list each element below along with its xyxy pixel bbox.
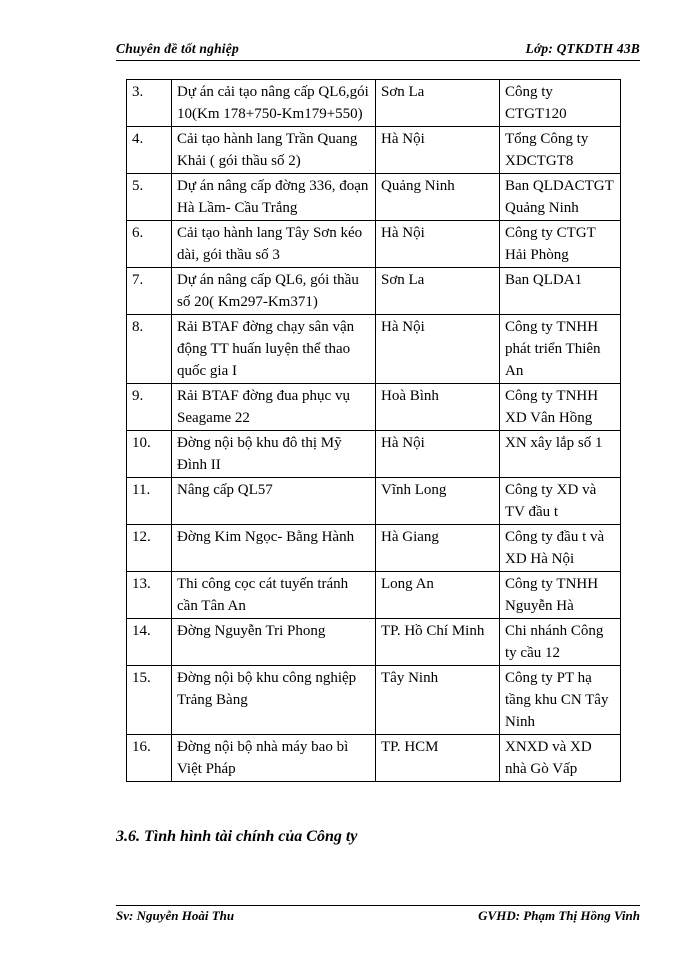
row-number: 10. — [127, 431, 172, 478]
projects-table — [126, 79, 621, 782]
project-owner: Ban QLDA1 — [500, 268, 621, 315]
project-location: Quảng Ninh — [376, 174, 500, 221]
project-location: Hà Nội — [376, 315, 500, 384]
project-owner: XN xây lắp số 1 — [500, 431, 621, 478]
project-owner: Công ty TNHH Nguyễn Hà — [500, 572, 621, 619]
project-location: Sơn La — [376, 268, 500, 315]
project-owner: Công ty đầu t và XD Hà Nội — [500, 525, 621, 572]
project-name: Thi công cọc cát tuyến tránh cần Tân An — [172, 572, 376, 619]
project-owner: Công ty CTGT Hải Phòng — [500, 221, 621, 268]
table-row — [127, 619, 621, 666]
project-name: Cải tạo hành lang Trần Quang Khải ( gói thầu số 2) — [172, 127, 376, 174]
project-owner: Công ty TNHH phát triển Thiên An — [500, 315, 621, 384]
table-row — [127, 80, 621, 127]
page-footer — [116, 905, 640, 923]
project-owner: Tổng Công ty XDCTGT8 — [500, 127, 621, 174]
section-title: 3.6. Tình hình tài chính của Công ty — [116, 828, 358, 845]
page-header — [116, 40, 640, 61]
table-row — [127, 384, 621, 431]
project-owner: Công ty CTGT120 — [500, 80, 621, 127]
row-number: 16. — [127, 735, 172, 782]
project-location: Vĩnh Long — [376, 478, 500, 525]
project-owner: Công ty XD và TV đầu t — [500, 478, 621, 525]
row-number: 3. — [127, 80, 172, 127]
table-row — [127, 478, 621, 525]
project-owner: Công ty PT hạ tầng khu CN Tây Ninh — [500, 666, 621, 735]
table-row — [127, 735, 621, 782]
project-location: Hoà Bình — [376, 384, 500, 431]
project-name: Cải tạo hành lang Tây Sơn kéo dài, gói thầu số 3 — [172, 221, 376, 268]
projects-table-body — [127, 80, 621, 782]
project-location: Sơn La — [376, 80, 500, 127]
row-number: 9. — [127, 384, 172, 431]
project-owner: Ban QLDACTGT Quảng Ninh — [500, 174, 621, 221]
row-number: 4. — [127, 127, 172, 174]
footer-student-name: Sv: Nguyễn Hoài Thu — [116, 908, 235, 923]
table-row — [127, 127, 621, 174]
project-name: Nâng cấp QL57 — [172, 478, 376, 525]
footer-supervisor-name: GVHD: Phạm Thị Hồng Vinh — [478, 908, 640, 923]
project-name: Đờng Nguyễn Tri Phong — [172, 619, 376, 666]
row-number: 5. — [127, 174, 172, 221]
row-number: 6. — [127, 221, 172, 268]
project-owner: Chi nhánh Công ty cầu 12 — [500, 619, 621, 666]
table-row — [127, 268, 621, 315]
project-location: Hà Nội — [376, 431, 500, 478]
project-name: Đờng nội bộ khu đô thị Mỹ Đình II — [172, 431, 376, 478]
project-name: Rải BTAF đờng đua phục vụ Seagame 22 — [172, 384, 376, 431]
project-name: Dự án cải tạo nâng cấp QL6,gói 10(Km 178+750-Km179+550) — [172, 80, 376, 127]
table-row — [127, 315, 621, 384]
row-number: 7. — [127, 268, 172, 315]
header-class-name: Lớp: QTKDTH 43B — [525, 41, 640, 56]
row-number: 12. — [127, 525, 172, 572]
project-name: Đờng nội bộ khu công nghiệp Trảng Bàng — [172, 666, 376, 735]
project-location: Hà Nội — [376, 127, 500, 174]
table-row — [127, 666, 621, 735]
row-number: 8. — [127, 315, 172, 384]
project-name: Đờng nội bộ nhà máy bao bì Việt Pháp — [172, 735, 376, 782]
project-name: Rải BTAF đờng chạy sân vận động TT huấn luyện thể thao quốc gia I — [172, 315, 376, 384]
table-row — [127, 572, 621, 619]
project-name: Đờng Kim Ngọc- Bằng Hành — [172, 525, 376, 572]
table-row — [127, 431, 621, 478]
row-number: 13. — [127, 572, 172, 619]
table-row — [127, 174, 621, 221]
project-location: TP. Hồ Chí Minh — [376, 619, 500, 666]
row-number: 15. — [127, 666, 172, 735]
project-name: Dự án nâng cấp QL6, gói thầu số 20( Km297-Km371) — [172, 268, 376, 315]
project-location: Hà Nội — [376, 221, 500, 268]
project-location: Tây Ninh — [376, 666, 500, 735]
project-owner: Công ty TNHH XD Vân Hồng — [500, 384, 621, 431]
project-name: Dự án nâng cấp đờng 336, đoạn Hà Lầm- Cầu Trắng — [172, 174, 376, 221]
project-location: Hà Giang — [376, 525, 500, 572]
row-number: 11. — [127, 478, 172, 525]
table-row — [127, 525, 621, 572]
header-course-title: Chuyên đề tốt nghiệp — [116, 41, 239, 56]
project-owner: XNXD và XD nhà Gò Vấp — [500, 735, 621, 782]
project-location: TP. HCM — [376, 735, 500, 782]
project-location: Long An — [376, 572, 500, 619]
table-row — [127, 221, 621, 268]
row-number: 14. — [127, 619, 172, 666]
